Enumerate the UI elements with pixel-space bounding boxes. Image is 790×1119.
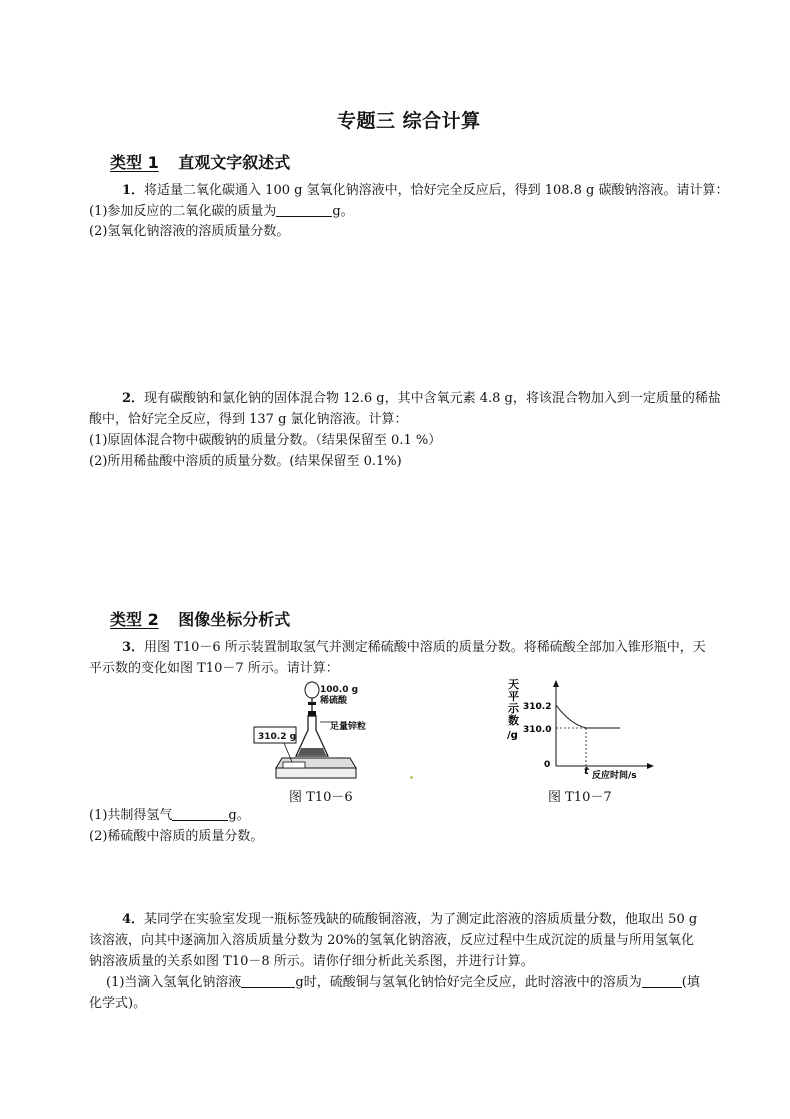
figure-t10-7-chart [500, 676, 660, 784]
q1-number: 1． [122, 183, 145, 198]
q4-stem-line1 [122, 910, 697, 930]
answer-blank[interactable] [172, 807, 228, 821]
x-axis-label: 反应时间/s [592, 771, 637, 781]
q2-part1: (1)原固体混合物中碳酸钠的质量分数。（结果保留至 0.1 %） [89, 433, 442, 448]
origin-label: 0 [544, 760, 551, 770]
acid-label: 稀硫酸 [320, 696, 348, 706]
q4-stem-line3: 钠溶液质量的关系如图 T10－8 所示。请你仔细分析此关系图，并进行计算。 [89, 954, 534, 969]
q1-part1 [89, 202, 354, 222]
q2-text-l1: 现有碳酸钠和氯化钠的固体混合物 12.6 g，其中含氧元素 4.8 g，将该混合物加入到一定质量的稀盐 [144, 391, 721, 406]
q2-stem-line1 [122, 389, 721, 409]
q4-part1-line2: 化学式)。 [89, 996, 147, 1011]
zinc-granules [298, 748, 326, 755]
section-name: 直观文字叙述式 [178, 153, 291, 172]
q3-stem-line2: 平示数的变化如图 T10－7 所示。请计算： [89, 661, 339, 676]
section-label: 类型 1 [110, 153, 159, 172]
q3-stem-line1 [122, 638, 706, 658]
answer-blank[interactable] [276, 203, 332, 217]
q3-part1-unit: g。 [228, 808, 250, 823]
ylabel-char: 天 [508, 678, 519, 691]
figure-t10-7-caption: 图 T10－7 [548, 790, 612, 805]
answer-blank[interactable] [241, 974, 295, 988]
section-name: 图像坐标分析式 [178, 610, 291, 629]
q1-stem [122, 181, 729, 201]
y-tick-label: 310.2 [523, 702, 552, 712]
q2-stem-line2: 酸中，恰好完全反应，得到 137 g 氯化钠溶液。计算： [89, 412, 408, 427]
q3-text-l1: 用图 T10－6 所示装置制取氢气并测定稀硫酸中溶质的质量分数。将稀硫酸全部加入锥形瓶中，天 [144, 640, 706, 655]
q4-number: 4． [122, 912, 145, 927]
q3-number: 3． [122, 640, 145, 655]
funnel-bulb [305, 682, 319, 698]
q4-part1-text-c: (填 [681, 975, 700, 990]
funnel-stopcock [308, 702, 316, 705]
balance-display [283, 762, 305, 768]
q4-stem-line2: 该溶液，向其中逐滴加入溶质质量分数为 20%的氢氧化钠溶液，反应过程中生成沉淀的质量与所用氢氧化 [89, 933, 695, 948]
balance-base [276, 768, 356, 778]
figure-t10-6-caption: 图 T10－6 [289, 790, 353, 805]
acid-mass-label: 100.0 g [320, 685, 359, 695]
q1-part1-unit: g。 [332, 204, 354, 219]
t-label: t [584, 766, 589, 777]
q2-part2: (2)所用稀盐酸中溶质的质量分数。(结果保留至 0.1%) [89, 454, 402, 469]
q4-text-l1: 某同学在实验室发现一瓶标签残缺的硫酸铜溶液，为了测定此溶液的溶质质量分数，他取出 50 g [144, 912, 698, 927]
q3-part1-text: (1)共制得氢气 [89, 808, 173, 823]
ylabel-char: 平 [508, 690, 519, 703]
section-heading-2 [110, 607, 290, 630]
section-heading-1 [110, 150, 290, 173]
y-tick-label: 310.0 [523, 725, 552, 735]
figure-t10-6-apparatus [250, 678, 380, 782]
q4-part1 [106, 973, 700, 993]
page-title: 专题三 综合计算 [337, 110, 481, 132]
series-line-decline [556, 705, 586, 728]
q3-part2: (2)稀硫酸中溶质的质量分数。 [89, 829, 264, 844]
x-axis-arrow [647, 763, 654, 769]
answer-blank[interactable] [642, 974, 682, 988]
q2-number: 2． [122, 391, 145, 406]
ylabel-unit: /g [507, 730, 518, 741]
q1-text: 将适量二氧化碳通入 100 g 氢氧化钠溶液中，恰好完全反应后，得到 108.8 g 碳酸钠溶液。请计算： [144, 183, 729, 198]
q4-part1-text-a: (1)当滴入氢氧化钠溶液 [106, 975, 242, 990]
stopper [308, 711, 316, 716]
q1-part1-text: (1)参加反应的二氧化碳的质量为 [89, 204, 277, 219]
q4-part1-text-b: g时，硫酸铜与氢氧化钠恰好完全反应，此时溶液中的溶质为 [295, 975, 642, 990]
q3-part1 [89, 806, 250, 826]
ylabel-char: 数 [508, 714, 519, 727]
ylabel-char: 示 [508, 702, 519, 715]
section-label: 类型 2 [110, 610, 159, 629]
zinc-label: 足量锌粒 [330, 722, 367, 732]
stray-dot [410, 776, 413, 779]
q1-part2: (2)氢氧化钠溶液的溶质质量分数。 [89, 224, 290, 239]
y-axis-arrow [553, 680, 559, 687]
scale-reading: 310.2 g [258, 732, 297, 742]
